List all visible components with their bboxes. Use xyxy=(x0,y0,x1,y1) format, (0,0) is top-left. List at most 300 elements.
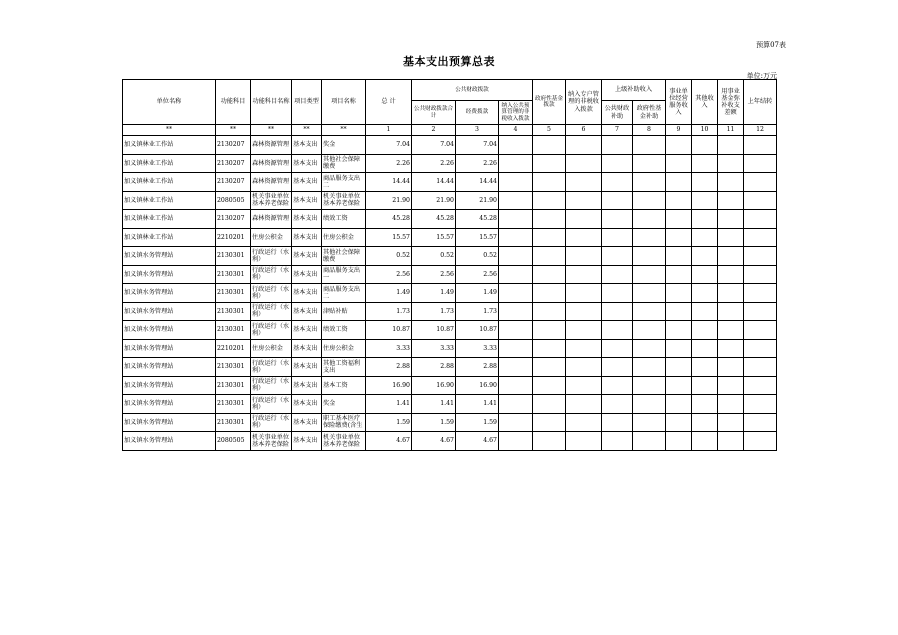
empty-cell xyxy=(602,136,633,155)
empty-cell xyxy=(718,173,744,192)
empty-cell xyxy=(744,228,777,247)
empty-cell xyxy=(744,191,777,210)
unit-name-cell: 加义镇水务管理站 xyxy=(123,432,216,451)
pf-total-cell: 7.04 xyxy=(412,136,456,155)
empty-cell xyxy=(533,228,566,247)
func-name-cell: 行政运行（水利） xyxy=(251,247,292,266)
empty-cell xyxy=(692,376,718,395)
item-name-cell: 绩效工资 xyxy=(322,321,366,340)
table-body xyxy=(123,136,777,451)
table-row xyxy=(123,284,777,303)
table-row xyxy=(123,173,777,192)
column-number: 10 xyxy=(692,125,718,136)
pf-total-cell: 2.56 xyxy=(412,265,456,284)
empty-cell xyxy=(602,154,633,173)
column-number-row xyxy=(123,125,777,136)
unit-name-cell: 加义镇水务管理站 xyxy=(123,321,216,340)
column-number: 9 xyxy=(666,125,692,136)
empty-cell xyxy=(566,173,602,192)
empty-cell xyxy=(499,284,533,303)
total-cell: 1.73 xyxy=(366,302,412,321)
item-name-cell: 商品服务支出二 xyxy=(322,284,366,303)
unit-name-cell: 加义镇林业工作站 xyxy=(123,191,216,210)
column-number: 7 xyxy=(602,125,633,136)
item-type-cell: 基本支出 xyxy=(292,413,322,432)
unit-name-cell: 加义镇水务管理站 xyxy=(123,395,216,414)
unit-name-cell: 加义镇水务管理站 xyxy=(123,376,216,395)
page-title: 基本支出预算总表 xyxy=(403,55,495,68)
column-number: ** xyxy=(216,125,251,136)
func-name-cell: 行政运行（水利） xyxy=(251,358,292,377)
pf-total-cell: 10.87 xyxy=(412,321,456,340)
empty-cell xyxy=(633,191,666,210)
pf-total-cell: 15.57 xyxy=(412,228,456,247)
item-type-cell: 基本支出 xyxy=(292,302,322,321)
empty-cell xyxy=(566,376,602,395)
func-name-cell: 行政运行（水利） xyxy=(251,395,292,414)
total-cell: 2.88 xyxy=(366,358,412,377)
table-row xyxy=(123,413,777,432)
header-public-finance: 公共财政拨款 xyxy=(412,80,533,101)
pf-fund-cell: 1.73 xyxy=(456,302,499,321)
unit-name-cell: 加义镇水务管理站 xyxy=(123,413,216,432)
form-code: 预算07表 xyxy=(756,41,786,49)
func-code-cell: 2130301 xyxy=(216,265,251,284)
column-number: 2 xyxy=(412,125,456,136)
empty-cell xyxy=(533,321,566,340)
empty-cell xyxy=(744,302,777,321)
empty-cell xyxy=(533,136,566,155)
func-code-cell: 2130207 xyxy=(216,173,251,192)
item-type-cell: 基本支出 xyxy=(292,339,322,358)
header-pf-sub-total: 公共财政拨款合计 xyxy=(412,101,456,125)
empty-cell xyxy=(718,284,744,303)
item-name-cell: 商品服务支出一 xyxy=(322,265,366,284)
column-number: 5 xyxy=(533,125,566,136)
empty-cell xyxy=(744,376,777,395)
empty-cell xyxy=(499,154,533,173)
item-type-cell: 基本支出 xyxy=(292,284,322,303)
item-type-cell: 基本支出 xyxy=(292,210,322,229)
table-row xyxy=(123,339,777,358)
unit-name-cell: 加义镇林业工作站 xyxy=(123,154,216,173)
column-number: 8 xyxy=(633,125,666,136)
unit-name-cell: 加义镇水务管理站 xyxy=(123,358,216,377)
item-type-cell: 基本支出 xyxy=(292,191,322,210)
empty-cell xyxy=(602,265,633,284)
empty-cell xyxy=(744,284,777,303)
func-code-cell: 2130301 xyxy=(216,284,251,303)
empty-cell xyxy=(566,136,602,155)
pf-fund-cell: 0.52 xyxy=(456,247,499,266)
pf-total-cell: 3.33 xyxy=(412,339,456,358)
column-number: ** xyxy=(251,125,292,136)
item-name-cell: 其他社会保障缴费 xyxy=(322,154,366,173)
pf-fund-cell: 21.90 xyxy=(456,191,499,210)
empty-cell xyxy=(666,339,692,358)
item-type-cell: 基本支出 xyxy=(292,432,322,451)
table-row xyxy=(123,191,777,210)
func-code-cell: 2210201 xyxy=(216,339,251,358)
empty-cell xyxy=(692,302,718,321)
func-name-cell: 机关事业单位基本养老保险 xyxy=(251,191,292,210)
empty-cell xyxy=(566,210,602,229)
item-name-cell: 绩效工资 xyxy=(322,210,366,229)
func-name-cell: 行政运行（水利） xyxy=(251,284,292,303)
header-business-income: 事业单位经营服务收入 xyxy=(666,80,692,125)
table-row xyxy=(123,395,777,414)
empty-cell xyxy=(633,136,666,155)
empty-cell xyxy=(499,339,533,358)
func-code-cell: 2130301 xyxy=(216,247,251,266)
empty-cell xyxy=(633,247,666,266)
empty-cell xyxy=(602,376,633,395)
column-number: 4 xyxy=(499,125,533,136)
table-row xyxy=(123,136,777,155)
func-name-cell: 行政运行（水利） xyxy=(251,302,292,321)
empty-cell xyxy=(666,154,692,173)
total-cell: 2.26 xyxy=(366,154,412,173)
item-name-cell: 基本工资 xyxy=(322,376,366,395)
item-type-cell: 基本支出 xyxy=(292,395,322,414)
header-superior-subsidy: 上级补助收入 xyxy=(602,80,666,101)
header-pf-funding: 经费拨款 xyxy=(456,101,499,125)
header-sup-public: 公共财政补助 xyxy=(602,101,633,125)
empty-cell xyxy=(633,358,666,377)
empty-cell xyxy=(666,136,692,155)
func-name-cell: 行政运行（水利） xyxy=(251,413,292,432)
total-cell: 21.90 xyxy=(366,191,412,210)
empty-cell xyxy=(633,302,666,321)
item-type-cell: 基本支出 xyxy=(292,136,322,155)
item-name-cell: 奖金 xyxy=(322,395,366,414)
empty-cell xyxy=(692,210,718,229)
table-row xyxy=(123,432,777,451)
header-pf-special: 纳入公共预算管理的非税收入拨款 xyxy=(499,101,533,125)
empty-cell xyxy=(533,432,566,451)
header-total: 总 计 xyxy=(366,80,412,125)
empty-cell xyxy=(633,228,666,247)
header-func-name: 功能科目名称 xyxy=(251,80,292,125)
empty-cell xyxy=(692,432,718,451)
empty-cell xyxy=(744,154,777,173)
total-cell: 0.52 xyxy=(366,247,412,266)
empty-cell xyxy=(602,358,633,377)
func-name-cell: 住房公积金 xyxy=(251,228,292,247)
pf-total-cell: 1.41 xyxy=(412,395,456,414)
empty-cell xyxy=(499,191,533,210)
pf-fund-cell: 16.90 xyxy=(456,376,499,395)
empty-cell xyxy=(666,358,692,377)
empty-cell xyxy=(744,395,777,414)
empty-cell xyxy=(499,321,533,340)
empty-cell xyxy=(533,191,566,210)
empty-cell xyxy=(633,321,666,340)
pf-total-cell: 2.88 xyxy=(412,358,456,377)
pf-fund-cell: 3.33 xyxy=(456,339,499,358)
empty-cell xyxy=(718,154,744,173)
empty-cell xyxy=(666,413,692,432)
empty-cell xyxy=(533,210,566,229)
empty-cell xyxy=(566,191,602,210)
empty-cell xyxy=(666,376,692,395)
item-type-cell: 基本支出 xyxy=(292,376,322,395)
empty-cell xyxy=(533,413,566,432)
empty-cell xyxy=(692,284,718,303)
pf-fund-cell: 1.59 xyxy=(456,413,499,432)
empty-cell xyxy=(633,413,666,432)
empty-cell xyxy=(718,265,744,284)
empty-cell xyxy=(633,173,666,192)
func-code-cell: 2130207 xyxy=(216,210,251,229)
item-type-cell: 基本支出 xyxy=(292,228,322,247)
empty-cell xyxy=(744,358,777,377)
empty-cell xyxy=(499,413,533,432)
func-code-cell: 2080505 xyxy=(216,191,251,210)
total-cell: 3.33 xyxy=(366,339,412,358)
empty-cell xyxy=(566,432,602,451)
empty-cell xyxy=(718,413,744,432)
empty-cell xyxy=(718,376,744,395)
item-name-cell: 其他社会保障缴费 xyxy=(322,247,366,266)
empty-cell xyxy=(633,210,666,229)
empty-cell xyxy=(692,358,718,377)
empty-cell xyxy=(744,247,777,266)
item-name-cell: 住房公积金 xyxy=(322,339,366,358)
empty-cell xyxy=(499,432,533,451)
table-row xyxy=(123,247,777,266)
empty-cell xyxy=(602,339,633,358)
empty-cell xyxy=(602,302,633,321)
pf-fund-cell: 45.28 xyxy=(456,210,499,229)
item-type-cell: 基本支出 xyxy=(292,173,322,192)
header-special-account: 纳入专户管理的非税收入拨款 xyxy=(566,80,602,125)
func-code-cell: 2130207 xyxy=(216,136,251,155)
empty-cell xyxy=(499,265,533,284)
func-name-cell: 行政运行（水利） xyxy=(251,376,292,395)
empty-cell xyxy=(666,173,692,192)
empty-cell xyxy=(499,302,533,321)
pf-fund-cell: 10.87 xyxy=(456,321,499,340)
func-name-cell: 行政运行（水利） xyxy=(251,265,292,284)
pf-total-cell: 1.73 xyxy=(412,302,456,321)
func-name-cell: 森林资源管理 xyxy=(251,136,292,155)
empty-cell xyxy=(566,154,602,173)
total-cell: 14.44 xyxy=(366,173,412,192)
total-cell: 4.67 xyxy=(366,432,412,451)
column-number: 11 xyxy=(718,125,744,136)
pf-total-cell: 2.26 xyxy=(412,154,456,173)
pf-fund-cell: 1.49 xyxy=(456,284,499,303)
empty-cell xyxy=(633,339,666,358)
empty-cell xyxy=(566,265,602,284)
func-code-cell: 2210201 xyxy=(216,228,251,247)
empty-cell xyxy=(666,265,692,284)
empty-cell xyxy=(499,210,533,229)
unit-name-cell: 加义镇水务管理站 xyxy=(123,247,216,266)
empty-cell xyxy=(602,321,633,340)
column-number: 3 xyxy=(456,125,499,136)
empty-cell xyxy=(533,173,566,192)
empty-cell xyxy=(666,395,692,414)
empty-cell xyxy=(566,284,602,303)
empty-cell xyxy=(499,247,533,266)
empty-cell xyxy=(566,228,602,247)
pf-fund-cell: 15.57 xyxy=(456,228,499,247)
total-cell: 1.59 xyxy=(366,413,412,432)
pf-fund-cell: 14.44 xyxy=(456,173,499,192)
pf-total-cell: 1.59 xyxy=(412,413,456,432)
column-number: ** xyxy=(322,125,366,136)
empty-cell xyxy=(499,136,533,155)
empty-cell xyxy=(566,339,602,358)
empty-cell xyxy=(533,376,566,395)
empty-cell xyxy=(718,228,744,247)
func-code-cell: 2130301 xyxy=(216,321,251,340)
item-type-cell: 基本支出 xyxy=(292,265,322,284)
empty-cell xyxy=(718,395,744,414)
pf-total-cell: 1.49 xyxy=(412,284,456,303)
func-code-cell: 2130301 xyxy=(216,395,251,414)
empty-cell xyxy=(744,265,777,284)
func-name-cell: 行政运行（水利） xyxy=(251,321,292,340)
empty-cell xyxy=(602,413,633,432)
empty-cell xyxy=(666,302,692,321)
empty-cell xyxy=(602,228,633,247)
table-row xyxy=(123,228,777,247)
empty-cell xyxy=(602,210,633,229)
empty-cell xyxy=(566,413,602,432)
empty-cell xyxy=(566,247,602,266)
total-cell: 7.04 xyxy=(366,136,412,155)
empty-cell xyxy=(692,136,718,155)
item-type-cell: 基本支出 xyxy=(292,358,322,377)
header-func-code: 功能科目 xyxy=(216,80,251,125)
header-item-name: 项目名称 xyxy=(322,80,366,125)
empty-cell xyxy=(533,265,566,284)
empty-cell xyxy=(602,191,633,210)
empty-cell xyxy=(666,191,692,210)
empty-cell xyxy=(602,284,633,303)
empty-cell xyxy=(602,395,633,414)
empty-cell xyxy=(566,321,602,340)
item-type-cell: 基本支出 xyxy=(292,154,322,173)
empty-cell xyxy=(692,413,718,432)
empty-cell xyxy=(718,136,744,155)
func-code-cell: 2130301 xyxy=(216,413,251,432)
pf-fund-cell: 7.04 xyxy=(456,136,499,155)
empty-cell xyxy=(633,284,666,303)
empty-cell xyxy=(718,432,744,451)
unit-name-cell: 加义镇水务管理站 xyxy=(123,302,216,321)
empty-cell xyxy=(666,284,692,303)
pf-fund-cell: 4.67 xyxy=(456,432,499,451)
table-row xyxy=(123,154,777,173)
header-item-type: 项目类型 xyxy=(292,80,322,125)
pf-fund-cell: 2.26 xyxy=(456,154,499,173)
func-name-cell: 森林资源管理 xyxy=(251,210,292,229)
unit-name-cell: 加义镇林业工作站 xyxy=(123,173,216,192)
func-name-cell: 机关事业单位基本养老保险 xyxy=(251,432,292,451)
pf-total-cell: 21.90 xyxy=(412,191,456,210)
empty-cell xyxy=(692,154,718,173)
pf-total-cell: 4.67 xyxy=(412,432,456,451)
empty-cell xyxy=(633,154,666,173)
pf-fund-cell: 2.88 xyxy=(456,358,499,377)
total-cell: 15.57 xyxy=(366,228,412,247)
table-row xyxy=(123,358,777,377)
empty-cell xyxy=(744,432,777,451)
empty-cell xyxy=(666,210,692,229)
empty-cell xyxy=(566,358,602,377)
empty-cell xyxy=(692,173,718,192)
item-name-cell: 机关事业单位基本养老保险 xyxy=(322,191,366,210)
empty-cell xyxy=(744,136,777,155)
item-name-cell: 商品服务支出二 xyxy=(322,173,366,192)
unit-name-cell: 加义镇林业工作站 xyxy=(123,228,216,247)
empty-cell xyxy=(666,228,692,247)
column-number: 6 xyxy=(566,125,602,136)
empty-cell xyxy=(533,302,566,321)
pf-total-cell: 0.52 xyxy=(412,247,456,266)
table-row xyxy=(123,376,777,395)
column-number: 1 xyxy=(366,125,412,136)
pf-total-cell: 45.28 xyxy=(412,210,456,229)
empty-cell xyxy=(744,413,777,432)
empty-cell xyxy=(602,173,633,192)
empty-cell xyxy=(499,358,533,377)
header-sup-gov-fund: 政府性基金补助 xyxy=(633,101,666,125)
empty-cell xyxy=(602,432,633,451)
empty-cell xyxy=(533,339,566,358)
empty-cell xyxy=(499,395,533,414)
empty-cell xyxy=(666,247,692,266)
empty-cell xyxy=(744,321,777,340)
empty-cell xyxy=(633,395,666,414)
empty-cell xyxy=(533,154,566,173)
empty-cell xyxy=(633,376,666,395)
total-cell: 2.56 xyxy=(366,265,412,284)
empty-cell xyxy=(566,395,602,414)
empty-cell xyxy=(692,247,718,266)
table-row xyxy=(123,321,777,340)
total-cell: 45.28 xyxy=(366,210,412,229)
empty-cell xyxy=(718,339,744,358)
empty-cell xyxy=(566,302,602,321)
header-row-1 xyxy=(123,80,777,101)
header-gov-fund: 政府性基金拨款 xyxy=(533,80,566,125)
item-name-cell: 奖金 xyxy=(322,136,366,155)
budget-table xyxy=(122,79,777,451)
func-name-cell: 森林资源管理 xyxy=(251,173,292,192)
empty-cell xyxy=(692,339,718,358)
unit-name-cell: 加义镇林业工作站 xyxy=(123,136,216,155)
item-type-cell: 基本支出 xyxy=(292,247,322,266)
empty-cell xyxy=(718,210,744,229)
column-number: ** xyxy=(123,125,216,136)
empty-cell xyxy=(633,432,666,451)
empty-cell xyxy=(499,173,533,192)
total-cell: 1.49 xyxy=(366,284,412,303)
empty-cell xyxy=(744,173,777,192)
empty-cell xyxy=(692,321,718,340)
empty-cell xyxy=(499,228,533,247)
table-row xyxy=(123,210,777,229)
column-number: ** xyxy=(292,125,322,136)
empty-cell xyxy=(718,358,744,377)
func-name-cell: 住房公积金 xyxy=(251,339,292,358)
empty-cell xyxy=(718,247,744,266)
